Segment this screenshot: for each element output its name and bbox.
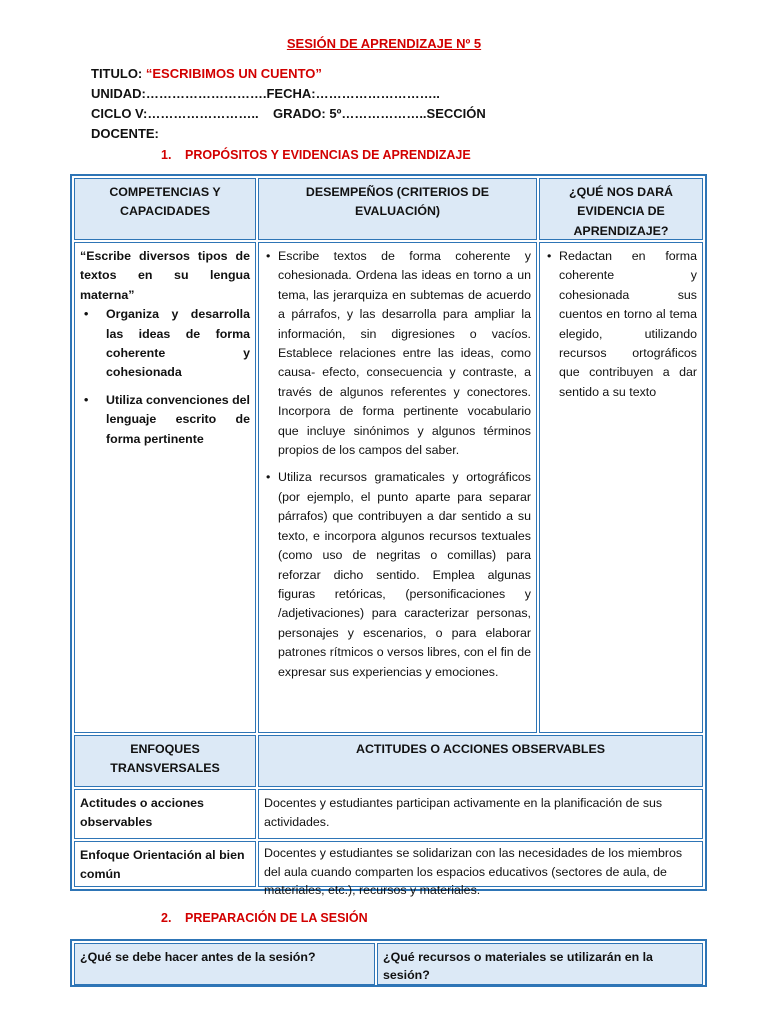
row-text-enfoque: Docentes y estudiantes se solidarizan con las necesidades de los miembros del aula cuando comparten los espacios educativos (sectores de aula, de materiales, etc.), recursos y materiales.: [258, 841, 703, 887]
purposes-table: [70, 174, 707, 898]
ciclo-line: CICLO V:…………………….. GRADO: 5º………………..SECCIÓN: [91, 106, 486, 121]
section-2-heading: [161, 911, 368, 925]
evidencia-item: • Redactan en forma coherente y cohesionada sus cuentos en torno al tema elegido, utilizando recursos ortográficos que contribuyen a dar sentido a su texto: [545, 247, 697, 402]
section-2-number: 2.: [161, 911, 172, 925]
preparation-table: [70, 939, 707, 987]
desempeno-item: • Utiliza recursos gramaticales y ortográficos (por ejemplo, el punto aparte para separar párrafos) que contribuyen a dar sentido a su texto, e incorpora algunos recursos textuales (como uso de negritas o comillas) para reforzar dicho sentido. Emplea algunas figuras retóricas, (personificaciones y /adjetivaciones) para caracterizar personas, personajes y escenarios, o para elaborar patrones rítmicos o versos libres, con el fin de expresar sus experiencias y emociones.: [264, 468, 531, 681]
header-desempenos: DESEMPEÑOS (CRITERIOS DE EVALUACIÓN): [258, 178, 537, 240]
titulo-line: [91, 66, 322, 81]
row-text-actitudes: Docentes y estudiantes participan activamente en la planificación de sus actividades.: [258, 789, 703, 839]
header-actitudes: ACTITUDES O ACCIONES OBSERVABLES: [258, 735, 703, 787]
titulo-value: “ESCRIBIMOS UN CUENTO”: [145, 66, 322, 81]
evidencia-list: [545, 247, 697, 402]
section-1-title: PROPÓSITOS Y EVIDENCIAS DE APRENDIZAJE: [185, 148, 471, 162]
desempenos-list: [264, 247, 531, 682]
capacidad-item: • Utiliza convenciones del lenguaje escrito de forma pertinente: [80, 391, 250, 449]
session-title: SESIÓN DE APRENDIZAJE Nº 5: [286, 36, 482, 51]
competencia-text: “Escribe diversos tipos de textos en su lengua materna”: [80, 249, 250, 302]
capacidades-list: [80, 305, 250, 449]
prep-before-header: ¿Qué se debe hacer antes de la sesión?: [74, 943, 375, 985]
unidad-line: UNIDAD:……………………….FECHA:………………………..: [91, 86, 440, 101]
docente-line: DOCENTE:: [91, 126, 159, 141]
capacidad-item: • Organiza y desarrolla las ideas de forma coherente y cohesionada: [80, 305, 250, 383]
header-competencias: COMPETENCIAS Y CAPACIDADES: [74, 178, 256, 240]
section-1-number: 1.: [161, 148, 172, 162]
section-1-heading: [161, 148, 471, 162]
section-2-title: PREPARACIÓN DE LA SESIÓN: [185, 911, 368, 925]
prep-materials-header: ¿Qué recursos o materiales se utilizarán en la sesión?: [377, 943, 703, 985]
desempenos-cell: [258, 242, 537, 733]
row-label-actitudes: Actitudes o acciones observables: [74, 789, 256, 839]
titulo-label: TITULO:: [91, 66, 143, 81]
row-label-enfoque: Enfoque Orientación al bien común: [74, 841, 256, 887]
desempeno-item: • Escribe textos de forma coherente y cohesionada. Ordena las ideas en torno a un tema, las jerarquiza en subtemas de acuerdo a párrafos, y las desarrolla para ampliar la información, sin digresiones o vacíos. Establece relaciones entre las ideas, como causa- efecto, consecuencia y contraste, a través de algunos referentes y conectores. Incorpora de forma pertinente vocabulario que incluye sinónimos y algunos términos propios de los campos del saber.: [264, 247, 531, 460]
evidencia-cell: [539, 242, 703, 733]
header-enfoques: ENFOQUES TRANSVERSALES: [74, 735, 256, 787]
competencias-cell: [74, 242, 256, 733]
header-evidencia: ¿QUÉ NOS DARÁ EVIDENCIA DE APRENDIZAJE?: [539, 178, 703, 240]
